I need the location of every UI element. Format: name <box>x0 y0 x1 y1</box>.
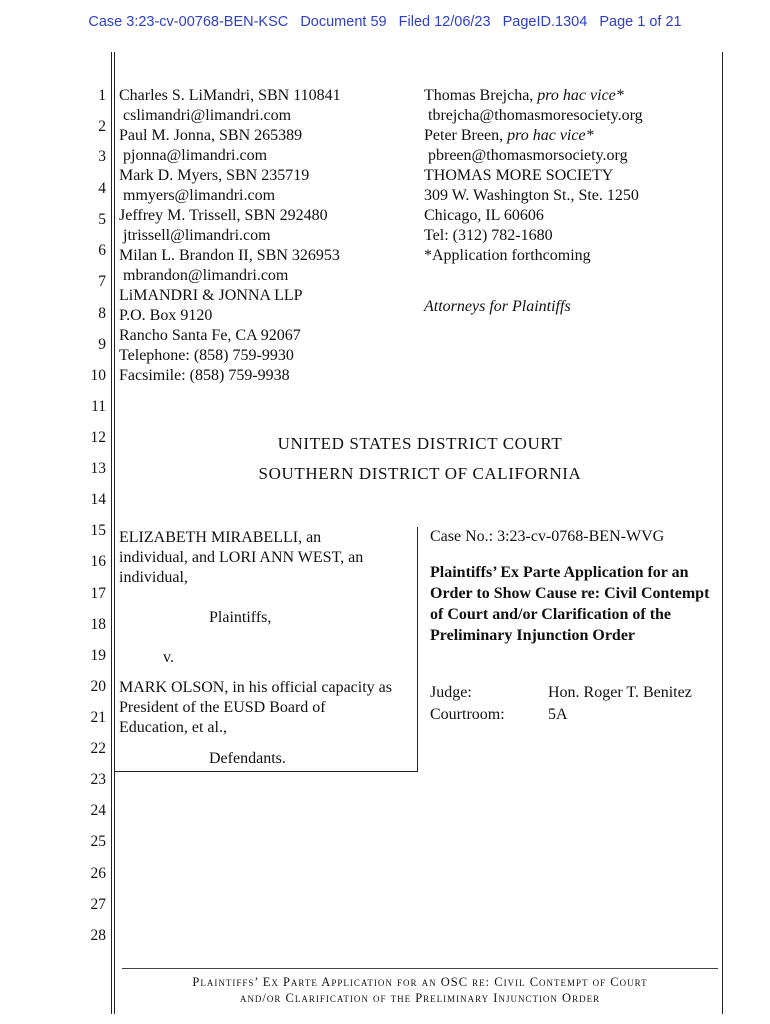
firm-address: P.O. Box 9120 <box>119 307 213 324</box>
counsel-email: jtrissell@limandri.com <box>119 227 271 244</box>
line-number: 3 <box>98 148 106 165</box>
line-number: 28 <box>90 927 106 944</box>
line-number: 16 <box>90 553 106 570</box>
spacer <box>119 738 392 749</box>
line-number: 20 <box>90 678 106 695</box>
counsel-email: cslimandri@limandri.com <box>119 107 292 124</box>
line-number: 14 <box>90 491 106 508</box>
spacer <box>424 266 643 286</box>
line-number: 27 <box>90 896 106 913</box>
spacer <box>119 628 392 648</box>
org-name: THOMAS MORE SOCIETY <box>424 167 614 184</box>
court-heading <box>118 434 722 494</box>
line-number: 25 <box>90 833 106 850</box>
plaintiffs-label: Plaintiffs, <box>209 609 272 626</box>
pro-hac-vice: pro hac vice* <box>507 127 594 144</box>
case-number: Case No.: 3:23-cv-0768-BEN-WVG <box>430 528 665 545</box>
counsel-email: pjonna@limandri.com <box>119 147 268 164</box>
pro-hac-vice: pro hac vice* <box>537 87 624 104</box>
org-city: Chicago, IL 60606 <box>424 207 544 224</box>
line-number: 24 <box>90 802 106 819</box>
line-number: 23 <box>90 771 106 788</box>
firm-facsimile: Facsimile: (858) 759-9938 <box>119 367 290 384</box>
court-name: UNITED STATES DISTRICT COURT <box>277 434 563 453</box>
court-district: SOUTHERN DISTRICT OF CALIFORNIA <box>258 464 582 483</box>
firm-name: LiMANDRI & JONNA LLP <box>119 287 303 304</box>
defendant-line: Education, et al., <box>119 719 227 736</box>
line-number: 7 <box>98 273 106 290</box>
judge-label: Judge: <box>430 684 472 701</box>
line-number: 1 <box>98 87 106 104</box>
document-footer <box>118 974 722 1006</box>
attorneys-for-plaintiffs: Attorneys for Plaintiffs <box>424 298 571 315</box>
firm-address: Rancho Santa Fe, CA 92067 <box>119 327 301 344</box>
defendants-label: Defendants. <box>209 750 286 767</box>
document-title: Plaintiffs’ Ex Parte Application for an Order to Show Cause re: Civil Contempt of Court and/or Clarification of the Preliminary Injunction Order <box>430 564 710 644</box>
line-number: 9 <box>98 336 106 353</box>
counsel-line: Paul M. Jonna, SBN 265389 <box>119 127 303 144</box>
courtroom-value: 5A <box>548 706 568 723</box>
counsel-line <box>424 86 643 106</box>
spacer <box>119 588 392 608</box>
counsel-name: Peter Breen, <box>424 127 508 144</box>
line-number: 19 <box>90 647 106 664</box>
line-number: 2 <box>98 118 106 135</box>
line-number: 18 <box>90 616 106 633</box>
line-number: 5 <box>98 211 106 228</box>
defendant-line: MARK OLSON, in his official capacity as <box>119 679 392 696</box>
counsel-line: Milan L. Brandon II, SBN 326953 <box>119 247 340 264</box>
line-number: 10 <box>90 367 106 384</box>
left-margin-rule <box>111 52 112 1014</box>
judge-value: Hon. Roger T. Benitez <box>548 684 692 701</box>
versus: v. <box>163 649 174 666</box>
spacer <box>119 668 392 678</box>
firm-telephone: Telephone: (858) 759-9930 <box>119 347 294 364</box>
line-number: 21 <box>90 709 106 726</box>
line-number: 13 <box>90 460 106 477</box>
footer-rule <box>122 968 718 969</box>
defendant-line: President of the EUSD Board of <box>119 699 326 716</box>
counsel-line: Jeffrey M. Trissell, SBN 292480 <box>119 207 328 224</box>
counsel-email: tbrejcha@thomasmoresociety.org <box>424 107 643 124</box>
line-number: 8 <box>98 305 106 322</box>
org-address: 309 W. Washington St., Ste. 1250 <box>424 187 639 204</box>
line-number: 15 <box>90 522 106 539</box>
case-caption-parties <box>119 528 392 769</box>
footer-line: and/or Clarification of the Preliminary Injunction Order <box>239 991 601 1005</box>
counsel-line <box>424 126 643 146</box>
line-number: 4 <box>98 180 106 197</box>
counsel-email: mbrandon@limandri.com <box>119 267 289 284</box>
counsel-line: Charles S. LiMandri, SBN 110841 <box>119 87 341 104</box>
counsel-name: Thomas Brejcha, <box>424 87 538 104</box>
co-counsel-block <box>424 86 643 317</box>
counsel-email: mmyers@limandri.com <box>119 187 276 204</box>
counsel-line: Mark D. Myers, SBN 235719 <box>119 167 310 184</box>
plaintiff-line: individual, <box>119 569 188 586</box>
line-number: 11 <box>91 398 106 415</box>
org-telephone: Tel: (312) 782-1680 <box>424 227 553 244</box>
courtroom-label: Courtroom: <box>430 706 505 723</box>
line-number: 12 <box>90 429 106 446</box>
plaintiff-line: ELIZABETH MIRABELLI, an <box>119 529 322 546</box>
plaintiff-line: individual, and LORI ANN WEST, an <box>119 549 364 566</box>
line-number: 17 <box>90 585 106 602</box>
counsel-email: pbreen@thomasmorsociety.org <box>424 147 628 164</box>
application-note: *Application forthcoming <box>424 247 591 264</box>
footer-line: Plaintiffs’ Ex Parte Application for an OSC re: Civil Contempt of Court <box>192 975 648 989</box>
plaintiff-counsel-block <box>119 86 341 386</box>
ecf-header: Case 3:23-cv-00768-BEN-KSC Document 59 Filed 12/06/23 PageID.1304 Page 1 of 21 <box>88 14 682 30</box>
right-margin-rule <box>722 52 723 1014</box>
line-number: 22 <box>90 740 106 757</box>
line-number: 6 <box>98 242 106 259</box>
line-number: 26 <box>90 865 106 882</box>
